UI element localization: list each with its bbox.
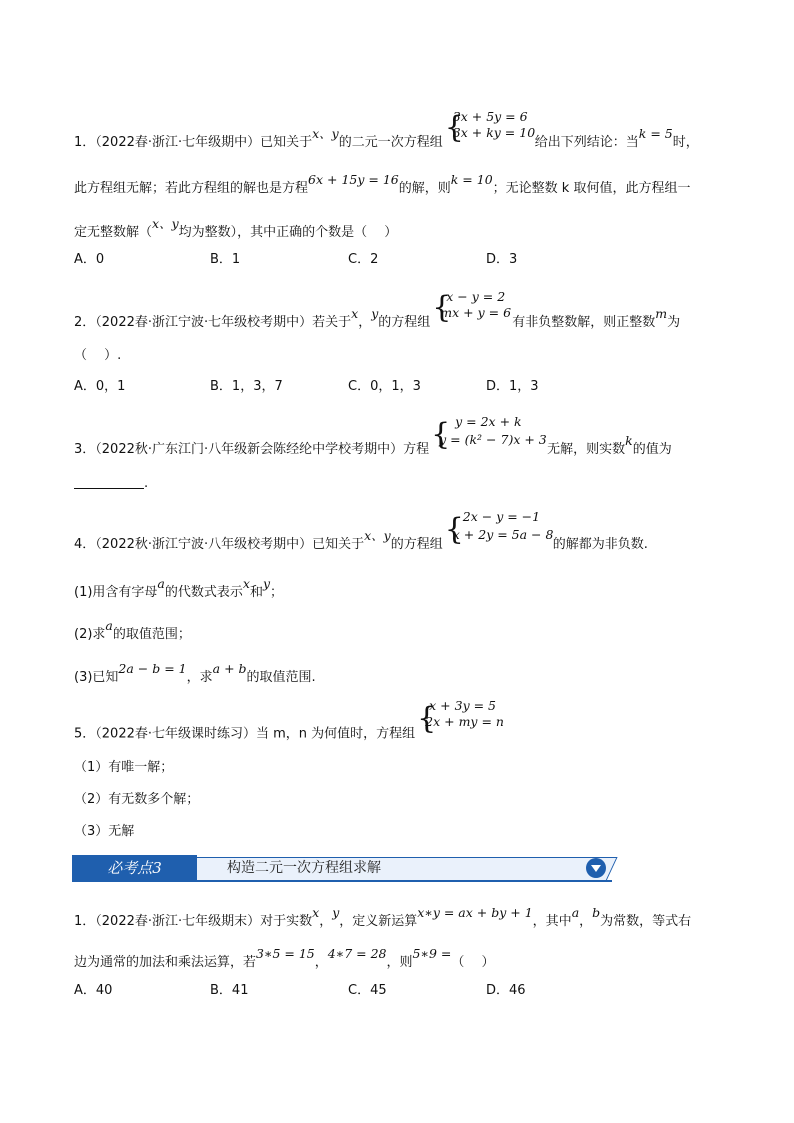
q5-sys1: x + 3y = 5 <box>429 698 497 713</box>
q4-p3c: 的取值范围. <box>246 670 316 685</box>
q1-option-b[interactable]: B．1 <box>210 252 241 267</box>
q4-system <box>444 508 554 555</box>
q6-end: 为常数，等式右 <box>600 914 692 929</box>
q6-a: a <box>571 905 580 920</box>
chevron-down-icon[interactable] <box>586 858 606 878</box>
q1-system <box>444 108 536 153</box>
q6-option-b[interactable]: B．41 <box>210 983 249 998</box>
q2-option-b[interactable]: B．1，3，7 <box>210 379 283 394</box>
q1-line2c: ；无论整数 k 取何值，此方程组一 <box>492 181 691 196</box>
q1-eq: 6x + 15y = 16 <box>308 172 399 187</box>
q3-sys1: y = 2x + k <box>455 413 522 429</box>
q6-option-c[interactable]: C．45 <box>348 983 387 998</box>
q2-brace: { <box>432 289 452 325</box>
q4-p1-end: ； <box>270 585 284 600</box>
q4-p1-var-a: a <box>157 576 165 591</box>
q2-m: m <box>655 306 668 321</box>
q6-after: ，其中 <box>532 914 572 929</box>
q4-part3 <box>74 661 316 688</box>
q6-comma: ， <box>319 914 333 929</box>
q1-line2a: 此方程组无解；若此方程组的解也是方程 <box>74 181 309 196</box>
q5-sys2: 2x + my = n <box>425 714 504 729</box>
banner-label: 必考点3 <box>72 855 197 881</box>
q2-line1 <box>74 288 681 333</box>
q3-line2 <box>74 474 148 494</box>
q6-option-d[interactable]: D．46 <box>486 983 526 998</box>
q5-brace: { <box>417 701 437 736</box>
q4-sys2: x + 2y = 5a − 8 <box>452 526 554 542</box>
q2-wei: 为 <box>667 315 681 330</box>
q4-part1 <box>74 576 284 603</box>
q1-line2 <box>74 172 691 199</box>
q4-p1b: 的代数式表示 <box>164 585 243 600</box>
q3-prefix: 3．（2022秋·广东江门·八年级新会陈经纶中学校考期中）方程 <box>74 442 430 457</box>
q6-c2: ，则 <box>386 955 413 970</box>
q2-comma: ， <box>358 315 372 330</box>
q4-p2a: (2)求 <box>74 627 106 642</box>
q1-prefix: 1．（2022春·浙江·七年级期中）已知关于 <box>74 135 313 150</box>
q4-line1 <box>74 508 648 555</box>
q3-sys2: y = (k² − 7)x + 3 <box>439 431 547 447</box>
q1-line3a: 定无整数解（ <box>74 225 153 240</box>
q1-sys2: 3x + ky = 10 <box>452 124 536 140</box>
q3-after: 无解，则实数 <box>547 442 626 457</box>
q5-part1: （1）有唯一解； <box>74 760 174 775</box>
q4-p3-eq: 2a − b = 1 <box>118 661 187 676</box>
q6-line1 <box>74 905 692 932</box>
q5-part3: （3）无解 <box>74 824 135 839</box>
q6-b: b <box>592 905 601 920</box>
q1-line3 <box>74 216 398 243</box>
q1-mid: 的二元一次方程组 <box>338 135 443 150</box>
q5-system <box>417 698 507 744</box>
q2-system <box>432 288 512 333</box>
q1-sys1: 3x + 5y = 6 <box>452 108 528 124</box>
q5-line1 <box>74 698 509 745</box>
q3-k: k <box>625 433 633 448</box>
q6-def: x∗y = ax + by + 1 <box>417 905 533 920</box>
q1-option-d[interactable]: D．3 <box>486 252 518 267</box>
q4-vars: x、y <box>364 528 391 543</box>
q2-y: y <box>371 306 379 321</box>
q3-line1 <box>74 413 672 460</box>
q6-paren: （ ） <box>451 955 495 970</box>
q1-line1 <box>74 108 699 153</box>
q4-p3b: ，求 <box>186 670 213 685</box>
q4-brace: { <box>444 511 464 547</box>
q3-brace: { <box>431 416 451 452</box>
q6-prefix: 1．（2022春·浙江·七年级期末）对于实数 <box>74 914 313 929</box>
q4-p1a: (1)用含有字母 <box>74 585 158 600</box>
q3-end: 的值为 <box>632 442 672 457</box>
q1-option-a[interactable]: A．0 <box>74 252 105 267</box>
q5-part2: （2）有无数多个解； <box>74 792 200 807</box>
q6-e2: 4∗7 = 28 <box>327 946 387 961</box>
q4-p2b: 的取值范围； <box>112 627 191 642</box>
q1-k5: k = 5 <box>638 126 673 141</box>
q2-after: 有非负整数解，则正整数 <box>512 315 656 330</box>
q6-e3: 5∗9 = <box>412 946 452 961</box>
q1-option-c[interactable]: C．2 <box>348 252 379 267</box>
q1-vars: x、y <box>312 126 339 141</box>
q1-brace: { <box>444 109 464 145</box>
q4-p3a: (3)已知 <box>74 670 119 685</box>
q6-option-a[interactable]: A．40 <box>74 983 113 998</box>
q2-option-d[interactable]: D．1，3 <box>486 379 539 394</box>
q6-mid: ，定义新运算 <box>339 914 418 929</box>
q1-line3b: 均为整数），其中正确的个数是（ ） <box>178 225 398 240</box>
q4-part2 <box>74 618 191 645</box>
q1-k10: k = 10 <box>450 172 493 187</box>
q6-comma2: ， <box>579 914 593 929</box>
q4-p1-x: x <box>242 576 250 591</box>
section-banner <box>72 855 612 881</box>
q5-prefix: 5．（2022春·七年级课时练习）当 m，n 为何值时，方程组 <box>74 726 416 742</box>
q6-x: x <box>312 905 320 920</box>
q4-mid: 的方程组 <box>390 537 443 552</box>
q2-line2: （ ）. <box>74 348 122 363</box>
q2-sys1: x − y = 2 <box>446 288 506 304</box>
q4-p1-y: y <box>262 576 271 591</box>
banner-underline <box>72 880 612 882</box>
q6-line2 <box>74 946 495 973</box>
q2-sys2: mx + y = 6 <box>440 304 512 320</box>
q3-answer-blank[interactable] <box>74 474 144 489</box>
q6-y: y <box>332 905 340 920</box>
q6-e1: 3∗5 = 15 <box>256 946 315 961</box>
q4-sys1: 2x − y = −1 <box>462 508 541 524</box>
q4-prefix: 4．（2022秋·浙江宁波·八年级校考期中）已知关于 <box>74 537 365 552</box>
q6-c1: ， <box>314 955 328 970</box>
q2-option-a[interactable]: A．0，1 <box>74 379 126 394</box>
q1-line3vars: x、y <box>152 216 179 231</box>
q1-shi: 时， <box>672 135 699 150</box>
q4-p3-expr: a + b <box>212 661 247 676</box>
q4-p1-he: 和 <box>249 585 263 600</box>
q3-system <box>431 413 547 460</box>
banner-title: 构造二元一次方程组求解 <box>227 860 381 876</box>
q6-line2a: 边为通常的加法和乘法运算，若 <box>74 955 257 970</box>
q2-option-c[interactable]: C．0，1，3 <box>348 379 421 394</box>
q2-prefix: 2．（2022春·浙江宁波·七年级校考期中）若关于 <box>74 315 352 330</box>
q1-after: 给出下列结论：当 <box>534 135 639 150</box>
q2-x: x <box>351 306 359 321</box>
q1-line2b: 的解，则 <box>398 181 451 196</box>
q2-mid: 的方程组 <box>378 315 431 330</box>
q4-after: 的解都为非负数. <box>552 537 648 552</box>
q3-dot: . <box>144 476 149 491</box>
q4-p2-var: a <box>105 618 113 633</box>
